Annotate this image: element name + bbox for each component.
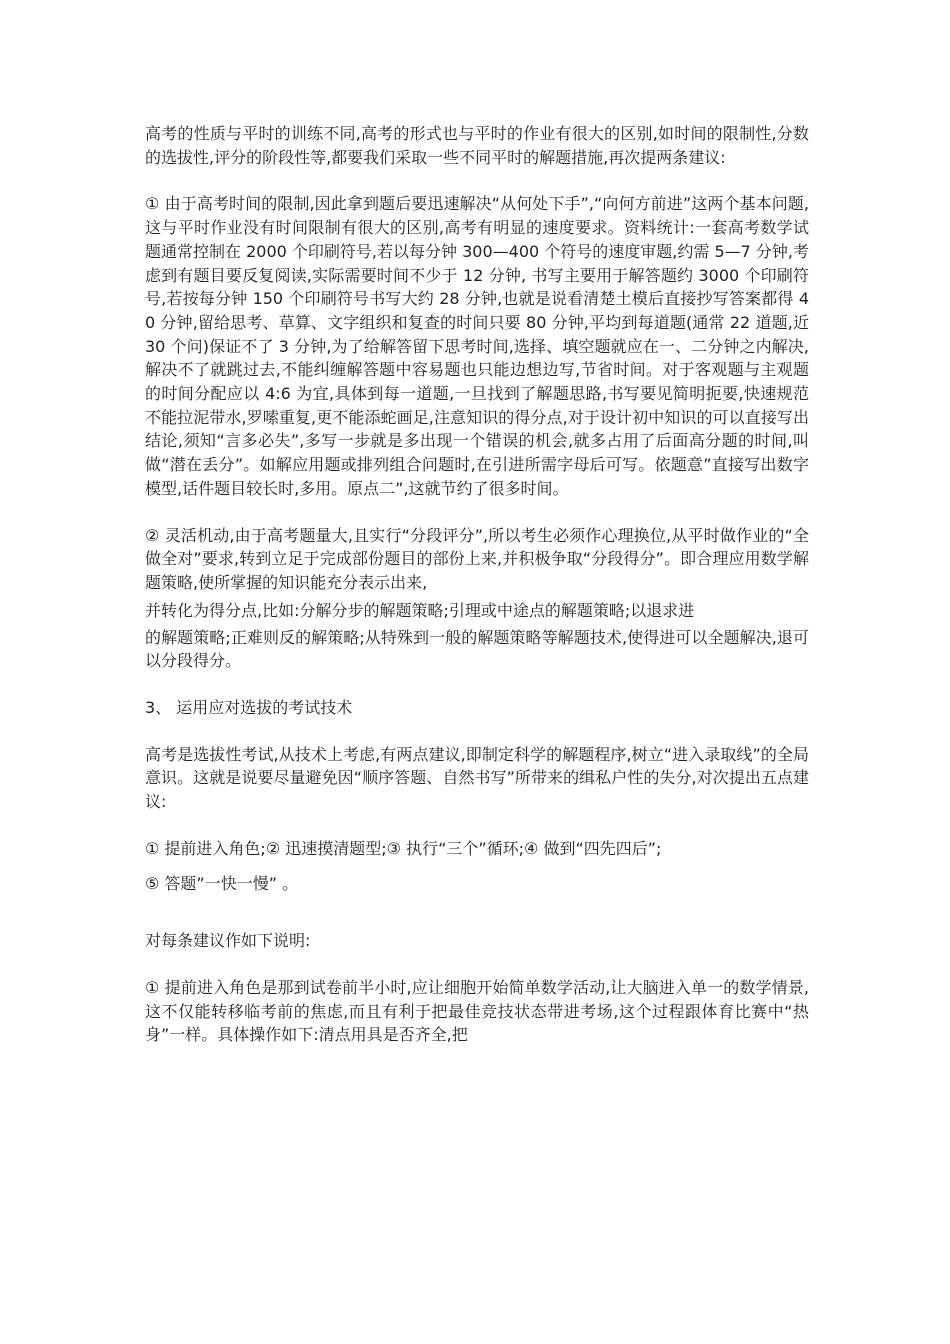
spacer <box>145 169 809 192</box>
section-3-paragraph: 高考是选拔性考试,从技术上考虑,有两点建议,即制定科学的解题程序,树立“进入录取线”的全局意识。这就是说要尽量避免因“顺序答题、自然书写”所带来的缉私户性的失分,对次提出五点建议: <box>145 744 809 812</box>
spacer <box>145 720 809 743</box>
document-body <box>145 122 809 1047</box>
spacer <box>145 861 809 872</box>
spacer <box>145 953 809 976</box>
spacer <box>145 895 809 918</box>
spacer <box>145 501 809 524</box>
point-2-line: 并转化为得分点,比如:分解分步的解题策略;引理或中途点的解题策略;以退求进 <box>145 600 695 620</box>
spacer <box>145 673 809 696</box>
five-suggestions-line: ⑤ 答题”一快一慢” 。 <box>145 873 299 893</box>
spacer <box>145 918 809 929</box>
point-1-paragraph: ① 由于高考时间的限制,因此拿到题后要迅速解决“从何处下手”,“向何方前进”这两个基本问题,这与平时作业没有时间限制有很大的区别,高考有明显的速度要求。资料统计:一套高考数学试题通常控制在 2000 个印刷符号,若以每分钟 300—400 个符号的速度审题,约需 5—7 分钟,考虑到有题目要反复阅读,实际需要时间不少于 12 分钟, 书写主要用于解答题约 3000 个印刷符号,若按每分钟 150 个印刷符号书写大约 28 分钟,也就是说看清楚土模后直接抄写答案都得 40 分钟,留给思考、草算、文字组织和复查的时间只要 80 分钟,平均到每道题(通常 22 道题,近 30 个问)保证不了 3 分钟,为了给解答留下思考时间,选择、填空题就应在一、二分钟之内解决,解决不了就跳过去,不能纠缠解答题中容易题也只能边想边写,节省时间。对于客观题与主观题的时间分配应以 4:6 为宜,具体到每一道题,一旦找到了解题思路,书写要见简明扼要,快速规范不能拉泥带水,罗嗦重复,更不能添蛇画足,注意知识的得分点,对于设计初中知识的可以直接写出结论,须知“言多必失”,多写一步就是多出现一个错误的机会,就多占用了后面高分题的时间,叫做“潜在丢分”。如解应用题或排列组合问题时,在引进所需字母后可写。依题意”直接写出数字模型,话件题目较长时,多用。原点二”,这就节约了很多时间。 <box>145 194 809 498</box>
section-heading: 3、 运用应对选拔的考试技术 <box>145 698 353 718</box>
point-2-tail: 的解题策略;正难则反的解策略;从特殊到一般的解题策略等解题技术,使得进可以全题解决,退可以分段得分。 <box>145 627 809 671</box>
explain-intro: 对每条建议作如下说明: <box>145 931 311 951</box>
point-2-paragraph: ② 灵活机动,由于高考题量大,且实行“分段评分”,所以考生必须作心理换位,从平时做作业的“全做全对”要求,转到立足于完成部份题目的部份上来,并积极争取“分段得分”。即合理应用数学解题策略,使所掌握的知识能充分表示出来, <box>145 525 809 592</box>
item-1-paragraph: ① 提前进入角色是那到试卷前半小时,应让细胞开始简单数学活动,让大脑进入单一的数学情景,这不仅能转移临考前的焦虑,而且有利于把最佳竞技状态带进考场,这个过程跟体育比赛中“热身”一样。具体操作如下:清点用具是否齐全,把 <box>145 977 809 1045</box>
intro-paragraph: 高考的性质与平时的训练不同,高考的形式也与平时的作业有很大的区别,如时间的限制性,分数的选拔性,评分的阶段性等,都要我们采取一些不同平时的解题措施,再次提两条建议: <box>145 124 809 167</box>
five-suggestions-line: ① 提前进入角色;② 迅速摸清题型;③ 执行“三个”循环;④ 做到“四先四后”; <box>145 838 662 858</box>
spacer <box>145 814 809 837</box>
